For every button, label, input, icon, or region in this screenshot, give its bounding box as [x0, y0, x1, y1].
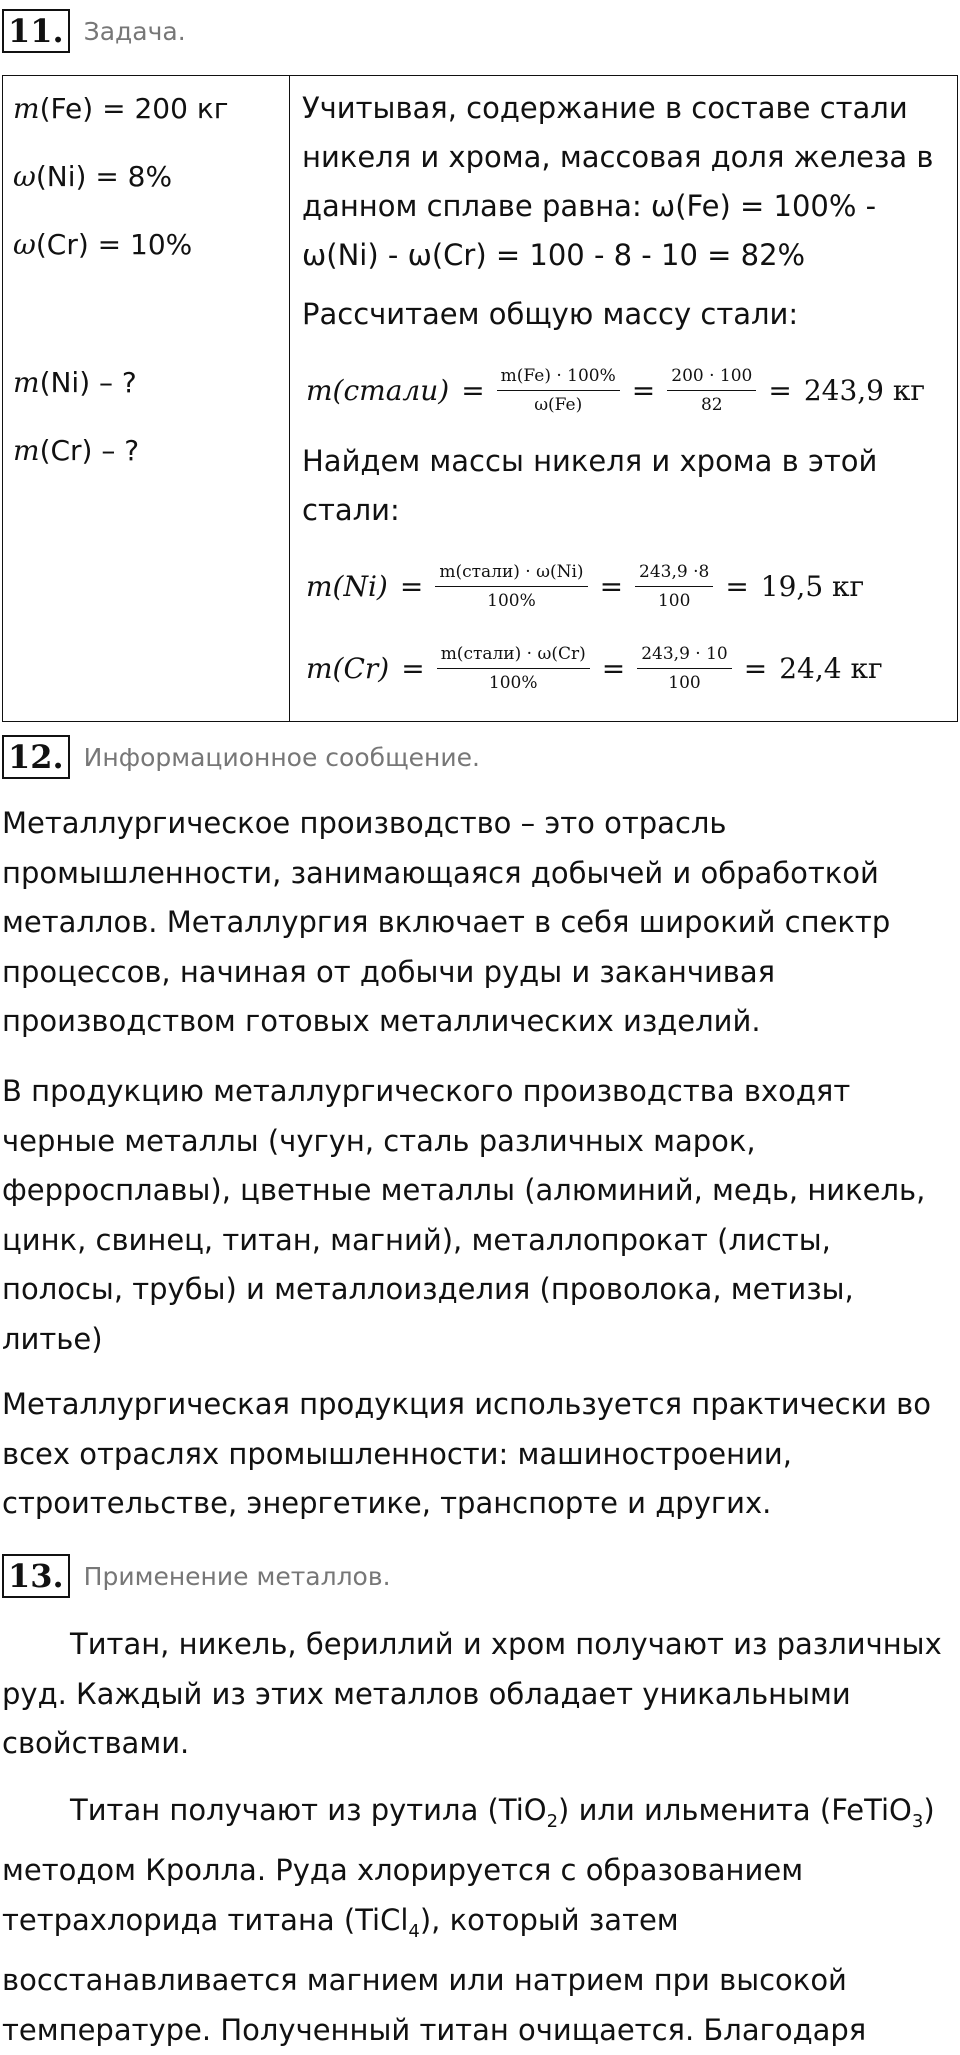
solution-paragraph: Найдем массы никеля и хрома в этой стали:: [302, 444, 878, 527]
fraction: $\frac{\text{m(стали) · ω(Cr)}}{100\%}$: [437, 642, 590, 695]
task-label: Информационное сообщение.: [83, 742, 480, 772]
given-fraction-cr: ω(Cr) = 10%: [13, 228, 193, 261]
task-12-header: [2, 734, 480, 780]
formula-steel-mass: m(стали) = $\frac{m(Fe) \cdot 100\%}{\omega(Fe)}$ = $\frac{200 \cdot 100}{82}$ = 243,9 кг: [306, 365, 926, 415]
task-11-header: [2, 8, 186, 54]
task-label: Задача.: [83, 16, 186, 46]
fraction: $\frac{243,9 \cdot 10}{100}$: [637, 642, 732, 695]
find-mass-ni: m(Ni) – ?: [13, 366, 137, 399]
fraction: $\frac{m(Fe) \cdot 100\%}{\omega(Fe)}$: [497, 364, 620, 417]
formula-ni-mass: m(Ni) = $\frac{\text{m(стали) · ω(Ni)}}{100\%}$ = $\frac{243,9 \cdot 8}{100}$ = 19,5 кг: [306, 561, 865, 611]
info-paragraph: Металлургическая продукция используется практически во всех отраслях промышленности: машиностроении, строительстве, энергетике, транспорте и других.: [2, 1387, 931, 1520]
find-mass-cr: m(Cr) – ?: [13, 434, 140, 467]
solution-paragraph: Учитывая, содержание в составе стали никеля и хрома, массовая доля железа в данном сплаве равна: ω(Fe) = 100% - ω(Ni) - ω(Cr) = 100 - 8 - 10 = 82%: [302, 91, 934, 272]
task-13-header: [2, 1553, 391, 1599]
given-mass-fe: m(Fe) = 200 кг: [13, 92, 229, 125]
fraction: $\frac{200 \cdot 100}{82}$: [667, 364, 756, 417]
task-number: 13.: [2, 1554, 70, 1598]
solution-paragraph: Рассчитаем общую массу стали:: [302, 297, 799, 331]
given-column: [3, 76, 290, 722]
fraction: $\frac{\text{m(стали) · ω(Ni)}}{100\%}$: [435, 560, 587, 613]
solution-column: [290, 76, 958, 722]
task-label: Применение металлов.: [83, 1561, 391, 1591]
task-11-table: [2, 75, 958, 722]
fraction: $\frac{243,9 \cdot 8}{100}$: [635, 560, 713, 613]
formula-cr-mass: m(Cr) = $\frac{\text{m(стали) · ω(Cr)}}{100\%}$ = $\frac{243,9 \cdot 10}{100}$ = 24,4 кг: [306, 643, 883, 693]
info-paragraph: Металлургическое производство – это отрасль промышленности, занимающаяся добычей и обработкой металлов. Металлургия включает в себя широкий спектр процессов, начиная от добычи руды и заканчивая производством готовых металлических изделий.: [2, 806, 891, 1038]
info-paragraph: В продукцию металлургического производства входят черные металлы (чугун, сталь различных марок, ферросплавы), цветные металлы (алюминий, медь, никель, цинк, свинец, титан, магний), металлопрокат (листы, полосы, трубы) и металлоизделия (проволока, метизы, литье): [2, 1074, 926, 1356]
metals-paragraph: Титан, никель, бериллий и хром получают из различных руд. Каждый из этих металлов обладает уникальными свойствами.: [2, 1627, 942, 1760]
given-fraction-ni: ω(Ni) = 8%: [13, 160, 173, 193]
task-number: 12.: [2, 735, 70, 779]
titanium-paragraph: Титан получают из рутила (TiO$_2$) или ильменита (FeTiO$_3$) методом Кролла. Руда хлорируется с образованием тетрахлорида титана (TiCl$_4$), который затем восстанавливается магнием или натрием при высокой температуре. Полученный титан очищается. Благодаря: [2, 1793, 935, 2047]
task-number: 11.: [2, 9, 70, 53]
